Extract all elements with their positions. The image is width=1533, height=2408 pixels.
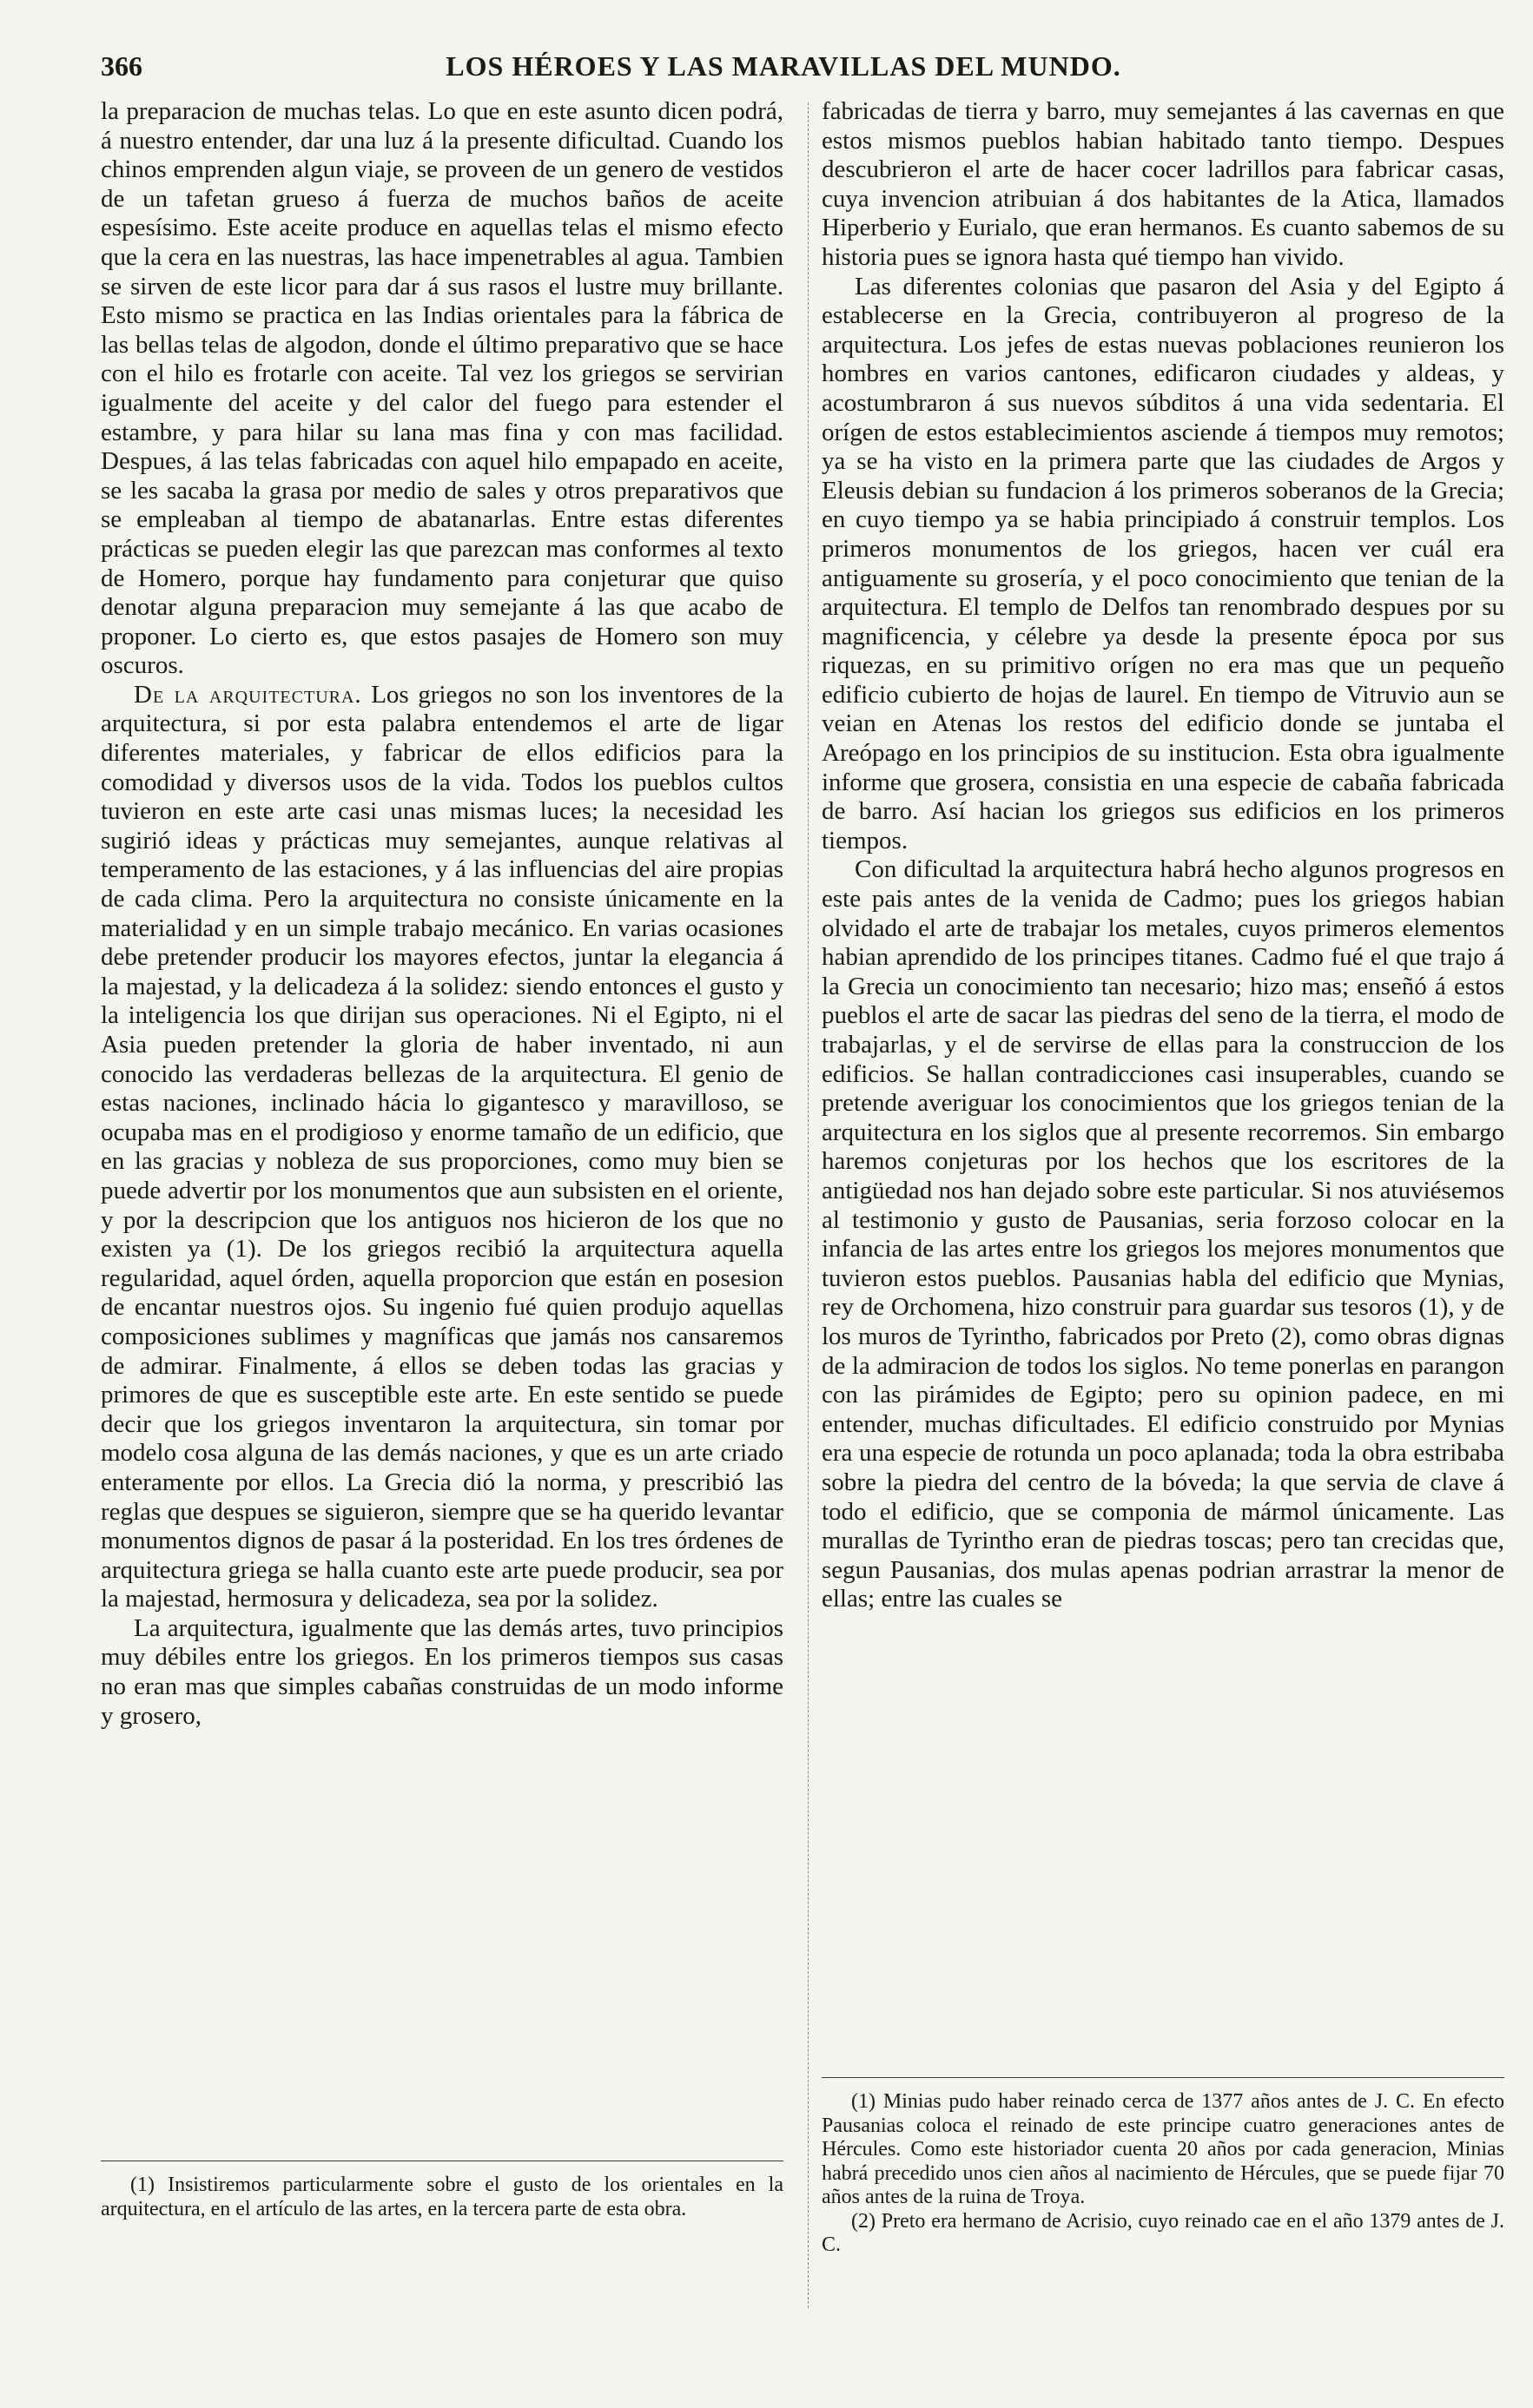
paragraph: Con dificultad la arquitectura habrá hecho algunos progresos en este pais antes de la venida de Cadmo; pues los griegos habian olvidado el arte de trabajar los metales, cuyos primeros elementos habian aprendido de los principes titanes. Cadmo fué el que trajo á la Grecia un conocimiento tan necesario; hizo mas; enseñó á estos pueblos el arte de sacar las piedras del seno de la tierra, el modo de trabajarlas, y el de servirse de ellas para la construccion de los edificios. Se hallan contradicciones casi insuperables, cuando se pretende averiguar los conocimientos que los griegos tenian de la arquitectura en los siglos que al presente recorremos. Sin embargo haremos conjeturas por los hechos que los escritores de la antigüedad nos han dejado sobre este particular. Si nos atuviésemos al testimonio y gusto de Pausanias, seria forzoso colocar en la infancia de las artes entre los griegos los mejores monumentos que tuvieron estos pueblos. Pausanias habla del edificio que Mynias, rey de Orchomena, hizo construir para guardar sus tesoros (1), y de los muros de Tyrintho, fabricados por Preto (2), como obras dignas de la admiracion de todos los siglos. No teme ponerlas en parangon con las pirámides de Egipto; pero su opinion padece, en mi entender, muchas dificultades. El edificio construido por Mynias era una especie de rotunda un poco aplanada; toda la obra estribaba sobre la piedra del centro de la bóveda; la que servia de clave á todo el edificio, que se componia de mármol únicamente. Las murallas de Tyrintho eran de piedras toscas; pero tan crecidas que, segun Pausanias, dos mulas apenas podrian arrastrar la menor de ellas; entre las cuales se [822, 855, 1504, 1613]
footnote: (1) Insistiremos particularmente sobre el gusto de los orientales en la arquitectura, en el artículo de las artes, en la tercera parte de esta obra. [101, 2174, 783, 2220]
paragraph-with-heading [101, 681, 783, 1614]
left-footnotes [101, 2161, 783, 2221]
running-header [101, 45, 1466, 96]
paragraph: La arquitectura, igualmente que las demás artes, tuvo principios muy débiles entre los griegos. En los primeros tiempos sus casas no eran mas que simples cabañas construidas de un modo informe y grosero, [101, 1613, 783, 1730]
paragraph: fabricadas de tierra y barro, muy semejantes á las cavernas en que estos mismos pueblos habian habitado tanto tiempo. Despues descubrieron el arte de hacer cocer ladrillos para fabricar casas, cuya invencion atribuian á dos habitantes de la Atica, llamados Hiperberio y Eurialo, que eran hermanos. Es cuanto sabemos de su historia pues se ignora hasta qué tiempo han vivido. [822, 97, 1504, 271]
footnote-rule [822, 2077, 1504, 2078]
right-footnotes [822, 2077, 1504, 2258]
column-divider [808, 102, 809, 2308]
paragraph-text: Los griegos no son los inventores de la arquitectura, si por esta palabra entendemos el arte de ligar diferentes materiales, y fabricar de ellos edificios para la comodidad y diversos usos de la vida. Todos los pueblos cultos tuvieron en este arte casi unas mismas luces; la necesidad les sugirió ideas y prácticas muy semejantes, aunque relativas al temperamento de las estaciones, y á las influencias del aire propias de cada clima. Pero la arquitectura no consiste únicamente en la materialidad y en un simple trabajo mecánico. En varias ocasiones debe pretender producir los mayores efectos, juntar la elegancia á la majestad, y la delicadeza á la solidez: siendo entonces el gusto y la inteligencia los que dirijan sus operaciones. Ni el Egipto, ni el Asia pueden pretender la gloria de haber inventado, ni aun conocido las verdaderas bellezas de la arquitectura. El genio de estas naciones, inclinado hácia lo gigantesco y maravilloso, se ocupaba mas en el prodigioso y enorme tamaño de un edificio, que en las gracias y nobleza de sus proporciones, como muy bien se puede advertir por los monumentos que aun subsisten en el oriente, y por la descripcion que los antiguos nos hicieron de los que no existen ya (1). De los griegos recibió la arquitectura aquella regularidad, aquel órden, aquella proporcion que están en posesion de encantar nuestros ojos. Su ingenio fué quien produjo aquellas composiciones sublimes y magníficas que jamás nos cansaremos de admirar. Finalmente, á ellos se deben todas las gracias y primores de que es susceptible este arte. En este sentido se puede decir que los griegos inventaron la arquitectura, sin tomar por modelo cosa alguna de las demás naciones, y que es un arte criado enteramente por ellos. La Grecia dió la norma, y prescribió las reglas que despues se siguieron, siempre que se ha querido levantar monumentos dignos de pasar á la posteridad. En los tres órdenes de arquitectura griega se halla cuanto este arte puede producir, sea por la majestad, hermosura y delicadeza, sea por la solidez. [101, 680, 783, 1613]
paragraph: Las diferentes colonias que pasaron del Asia y del Egipto á establecerse en la Grecia, contribuyeron al progreso de la arquitectura. Los jefes de estas nuevas poblaciones reunieron los hombres en varios cantones, edificaron ciudades y aldeas, y acostumbraron á sus nuevos súbditos á una vida sedentaria. El orígen de estos establecimientos asciende á tiempos muy remotos; ya se ha visto en la primera parte que las ciudades de Argos y Eleusis debian su fundacion á los primeros soberanos de la Grecia; en cuyo tiempo ya se habia principiado á construir templos. Los primeros monumentos de los griegos, hacen ver cuál era antiguamente su grosería, y el poco conocimiento que tenian de la arquitectura. El templo de Delfos tan renombrado despues por su magnificencia, y célebre ya desde la presente época por sus riquezas, en su primitivo orígen no era mas que un pequeño edificio cubierto de hojas de laurel. En tiempo de Vitruvio aun se veian en Atenas los restos del edificio donde se juntaba el Areópago en los principios de su institucion. Esta obra igualmente informe que grosera, consistia en una especie de cabaña fabricada de barro. Así hacian los griegos sus edificios en los primeros tiempos. [822, 272, 1504, 854]
page-title: LOS HÉROES Y LAS MARAVILLAS DEL MUNDO. [446, 50, 1121, 82]
left-column-body [101, 97, 783, 1731]
right-column-body [822, 97, 1504, 1614]
paragraph: la preparacion de muchas telas. Lo que en este asunto dicen podrá, á nuestro entender, dar una luz á la presente dificultad. Cuando los chinos emprenden algun viaje, se proveen de un genero de vestidos de un tafetan grueso á fuerza de muchos baños de aceite espesísimo. Este aceite produce en aquellas telas el mismo efecto que la cera en las nuestras, las hace impenetrables al agua. Tambien se sirven de este licor para dar á sus rasos el lustre muy brillante. Esto mismo se practica en las Indias orientales para la fábrica de las bellas telas de algodon, donde el último preparativo que se hace con el hilo es frotarle con aceite. Tal vez los griegos se servirian igualmente del aceite y del calor del fuego para estender el estambre, y para hilar su lana mas fina y con mas facilidad. Despues, á las telas fabricadas con aquel hilo empapado en aceite, se les sacaba la grasa por medio de sales y otros preparativos que se empleaban al tiempo de abatanarlas. Entre estas diferentes prácticas se pueden elegir las que parezcan mas conformes al texto de Homero, porque hay fundamento para conjeturar que quiso denotar alguna preparacion muy semejante á las que acabo de proponer. Lo cierto es, que estos pasajes de Homero son muy oscuros. [101, 97, 783, 680]
page-number: 366 [101, 50, 142, 82]
footnote: (2) Preto era hermano de Acrisio, cuyo reinado cae en el año 1379 antes de J. C. [822, 2209, 1504, 2256]
right-column [822, 97, 1504, 2360]
section-heading: De la arquitectura. [134, 680, 362, 709]
left-column [101, 97, 783, 2360]
footnote: (1) Minias pudo haber reinado cerca de 1377 años antes de J. C. En efecto Pausanias coloca el reinado de este principe cuatro generaciones antes de Hércules. Como este historiador cuenta 20 años por cada generacion, Minias habrá precedido unos cien años al nacimiento de Hércules, que se puede fijar 70 años antes de la ruina de Troya. [822, 2090, 1504, 2208]
